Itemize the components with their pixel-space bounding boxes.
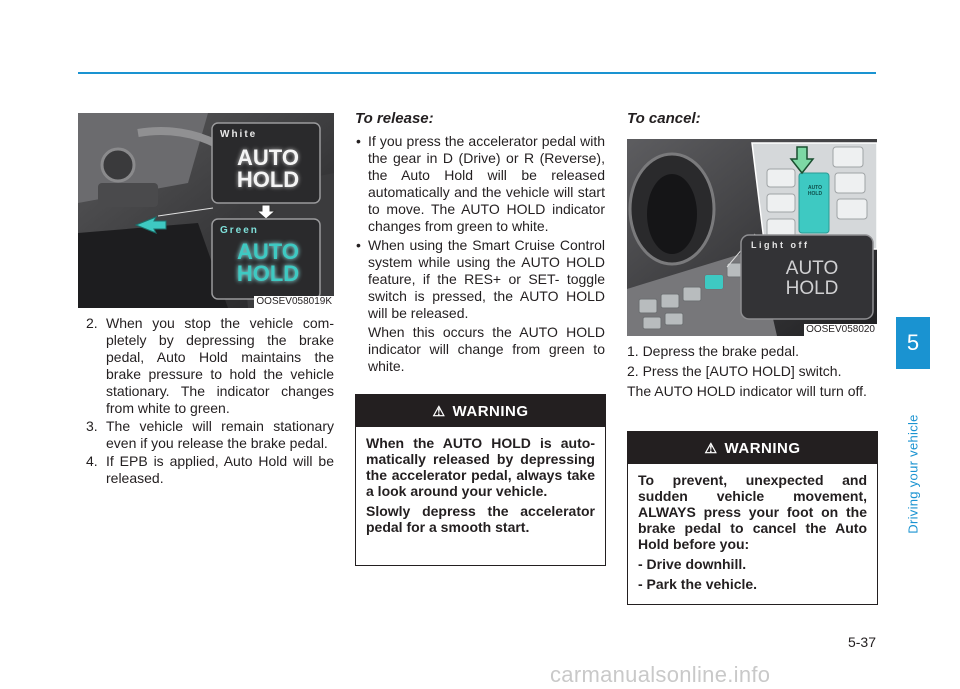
list-item: • If you press the accelerator pedal with the gear in D (Drive) or R (Reverse), the Auto Hold will be released automatically and the vehicle will start to move. The AUTO HOLD indicator changes from green to white. xyxy=(356,133,605,234)
white-label: White xyxy=(220,129,258,140)
release-bullets xyxy=(355,133,605,322)
indicator-off xyxy=(757,259,867,299)
warning-title: WARNING xyxy=(724,439,801,457)
cancel-heading-wrap xyxy=(627,110,877,127)
list-item: • When using the Smart Cruise Control system while using the AUTO HOLD feature, if the RES+ or SET- toggle switch is pressed, the AUTO HOLD will be released. xyxy=(356,237,605,321)
indicator-green-line2: HOLD xyxy=(236,261,300,286)
button-label-line1: AUTO xyxy=(807,185,823,191)
warning-paragraph: - Park the vehicle. xyxy=(638,576,758,592)
cancel-column xyxy=(627,343,877,400)
warning-paragraph: Slowly depress the accelerator pedal for a smooth start. xyxy=(366,503,595,535)
green-label: Green xyxy=(220,225,259,236)
page-number: 5-37 xyxy=(847,634,876,650)
warning-body xyxy=(356,427,605,545)
warning-header xyxy=(356,395,605,427)
indicator-white xyxy=(228,147,308,191)
release-column xyxy=(355,110,605,375)
list-item: 3. The vehicle will remain stationary even if you release the brake pedal. xyxy=(86,418,334,451)
chapter-title: Driving your vehicle xyxy=(905,414,921,534)
warning-box-cancel xyxy=(627,431,878,605)
indicator-green-line1: AUTO xyxy=(237,239,299,264)
release-heading: To release: xyxy=(355,110,434,127)
chapter-number-tab: 5 xyxy=(896,317,930,369)
steps-column xyxy=(86,315,334,488)
warning-body xyxy=(628,464,877,602)
auto-hold-button-label xyxy=(801,185,829,197)
list-item: 4. If EPB is applied, Auto Hold will be released. xyxy=(86,453,334,486)
cancel-heading: To cancel: xyxy=(627,110,701,127)
watermark: carmanualsonline.info xyxy=(550,662,771,687)
warning-triangle-icon: ⚠ xyxy=(704,439,718,456)
release-note: When this occurs the AUTO HOLD indicator will change from green to white. xyxy=(368,324,605,374)
warning-paragraph: When the AUTO HOLD is automatically released by depressing the accelerator pedal, always take a look around your vehicle. xyxy=(366,435,595,499)
steps-list xyxy=(86,315,334,487)
cancel-note: The AUTO HOLD indicator will turn off. xyxy=(627,383,867,399)
indicator-off-line2: HOLD xyxy=(785,278,839,299)
light-off-label: Light off xyxy=(751,240,810,250)
cancel-step: 1. Depress the brake pedal. xyxy=(627,343,799,359)
warning-paragraph: - Drive downhill. xyxy=(638,556,747,572)
figure-code: OOSEV058020 xyxy=(806,324,875,335)
indicator-white-line1: AUTO xyxy=(237,145,299,170)
warning-paragraph: To prevent, unexpected and sudden vehicle movement, ALWAYS press your foot on the brake pedal to cancel the Auto Hold before you: xyxy=(638,472,867,552)
cancel-step: 2. Press the [AUTO HOLD] switch. xyxy=(627,363,842,379)
figure-code: OOSEV058019K xyxy=(256,296,332,307)
header-rule xyxy=(78,72,876,74)
figure-dashboard-indicator xyxy=(78,113,334,308)
console-illustration xyxy=(627,139,877,336)
list-item: 2. When you stop the vehicle completely by depressing the brake pedal, Auto Hold maintains the brake pressure to hold the vehicle stationary. The indicator changes from white to green. xyxy=(86,315,334,416)
indicator-white-line2: HOLD xyxy=(236,167,300,192)
warning-triangle-icon: ⚠ xyxy=(432,402,446,419)
indicator-green xyxy=(228,241,308,285)
warning-header xyxy=(628,432,877,464)
warning-box-release xyxy=(355,394,606,566)
figure-console-switch xyxy=(627,139,877,336)
warning-title: WARNING xyxy=(452,402,529,420)
button-label-line2: HOLD xyxy=(807,191,823,197)
indicator-off-line1: AUTO xyxy=(785,258,839,279)
